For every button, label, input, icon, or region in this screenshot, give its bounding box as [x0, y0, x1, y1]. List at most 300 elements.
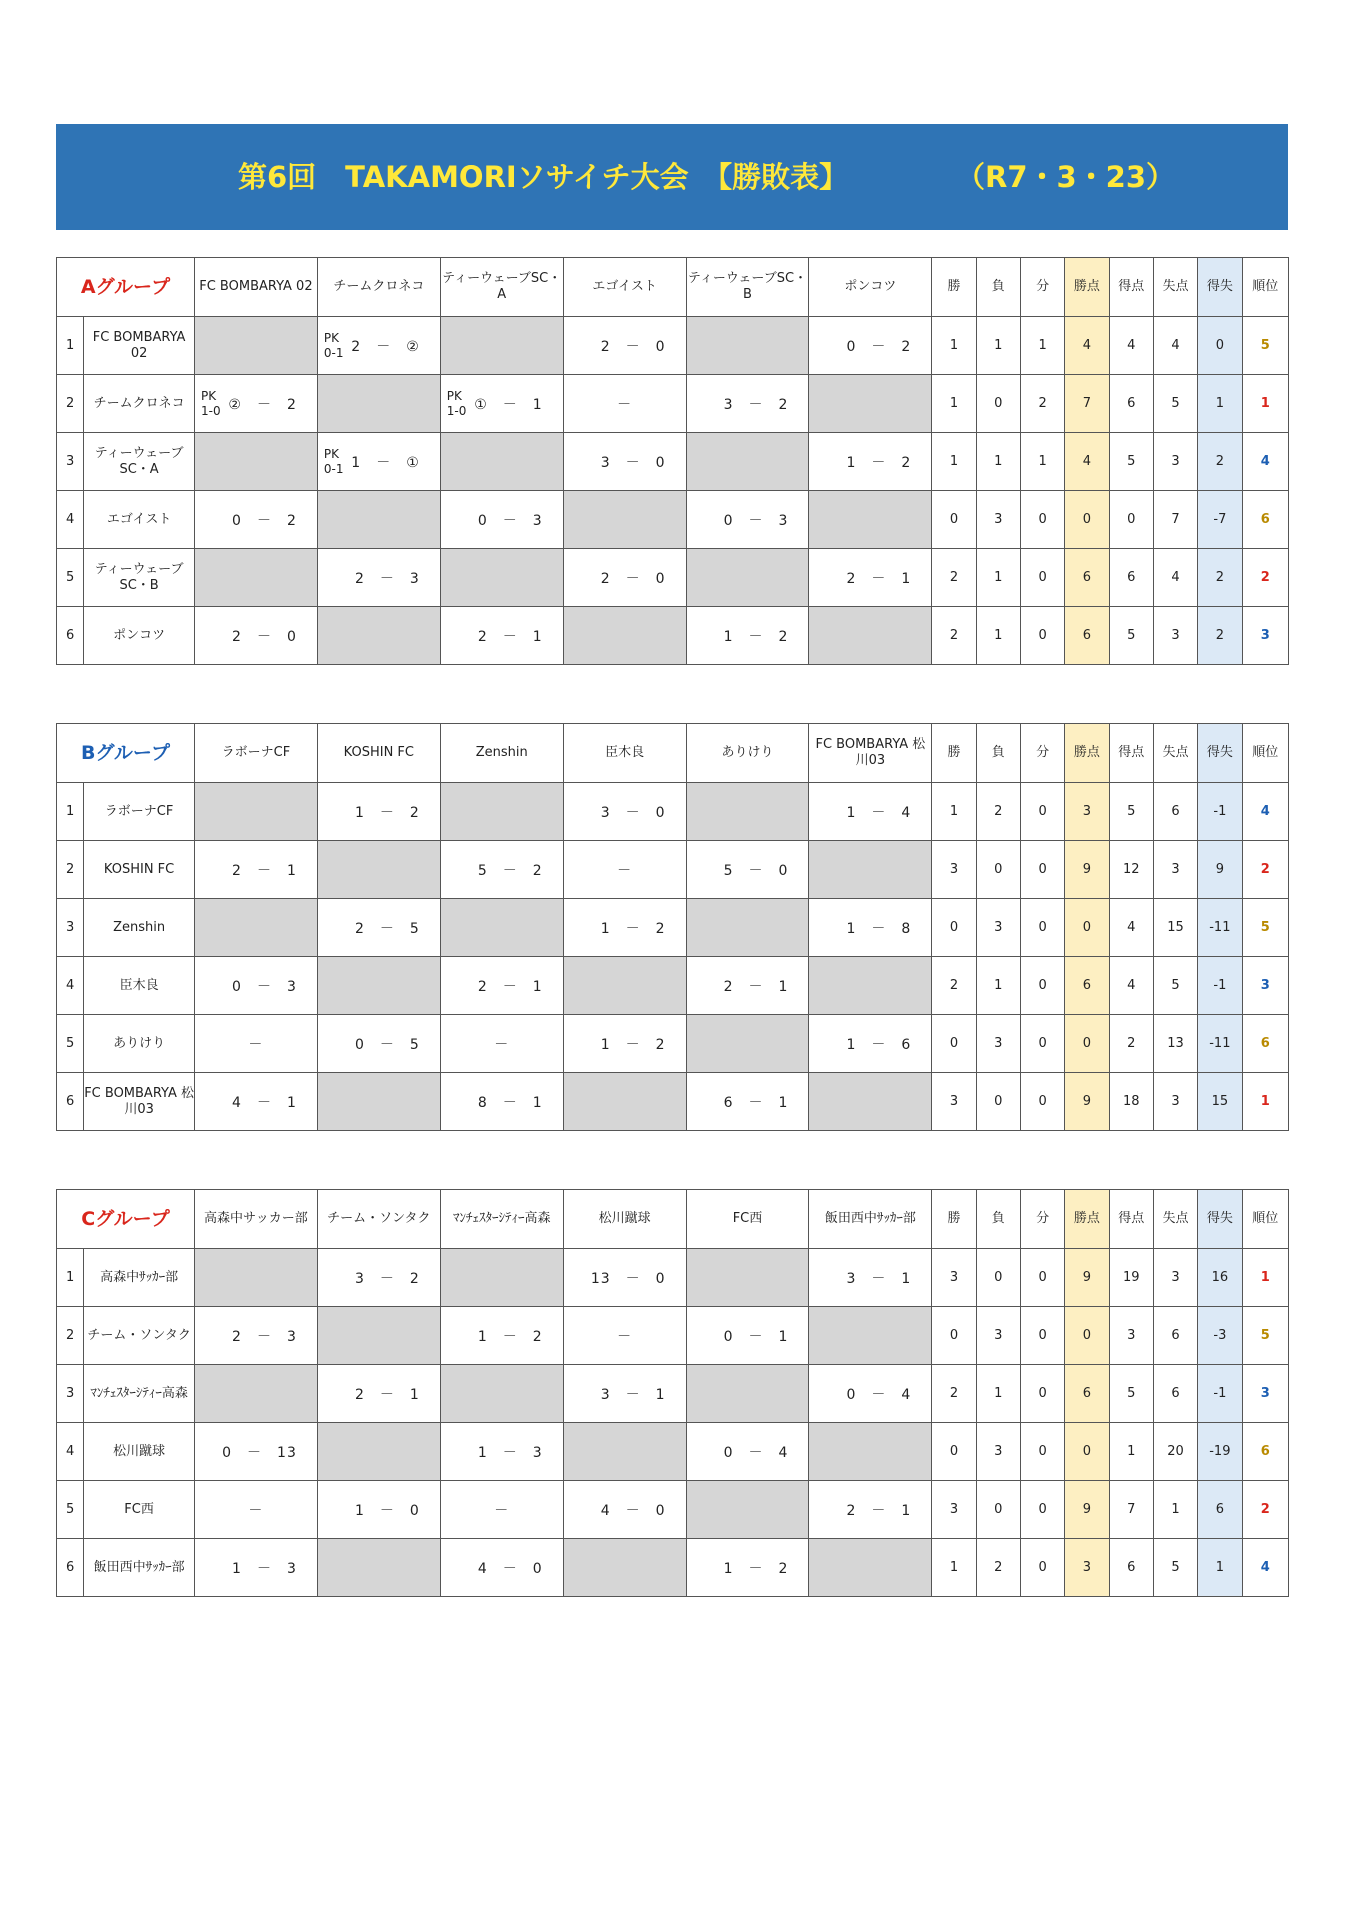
rank-value: 1 — [1242, 1073, 1288, 1131]
score-text: 1 － 2 — [354, 804, 420, 821]
match-result — [563, 1249, 686, 1307]
rank-value: 1 — [1242, 1249, 1288, 1307]
match-result — [809, 1015, 932, 1073]
stat-value: 2 — [932, 1365, 976, 1423]
stat-value: 0 — [1020, 1423, 1064, 1481]
table-row — [57, 1539, 1289, 1597]
stat-value: 0 — [1065, 899, 1109, 957]
stat-value: 0 — [976, 375, 1020, 433]
empty-cell — [317, 1539, 440, 1597]
score-text: － — [494, 1036, 510, 1053]
stat-value: -3 — [1198, 1307, 1242, 1365]
stat-value: 0 — [1020, 841, 1064, 899]
stat-value: 0 — [1020, 1365, 1064, 1423]
team-name: 高森中ｻｯｶｰ部 — [84, 1249, 195, 1307]
stat-value: 6 — [1153, 1365, 1197, 1423]
stat-value: 3 — [1153, 607, 1197, 665]
score-text: 3 － 2 — [723, 396, 789, 413]
empty-cell — [317, 841, 440, 899]
stat-value: 2 — [932, 957, 976, 1015]
match-result — [194, 1539, 317, 1597]
empty-cell — [809, 1539, 932, 1597]
rank-value: 5 — [1242, 899, 1288, 957]
score-text: 3 － 0 — [600, 804, 666, 821]
empty-cell — [440, 433, 563, 491]
stat-value: 4 — [1109, 899, 1153, 957]
rank-value: 4 — [1242, 1539, 1288, 1597]
table-row — [57, 1481, 1289, 1539]
opponent-header: FC BOMBARYA 02 — [194, 258, 317, 317]
match-result — [317, 783, 440, 841]
stat-value: 4 — [1065, 433, 1109, 491]
rank-value: 2 — [1242, 841, 1288, 899]
stat-value: 3 — [932, 1249, 976, 1307]
opponent-header: FC西 — [686, 1190, 809, 1249]
stat-value: 4 — [1153, 549, 1197, 607]
row-number: 6 — [57, 1539, 84, 1597]
empty-cell — [809, 1073, 932, 1131]
stat-header: 失点 — [1153, 1190, 1197, 1249]
stat-value: 0 — [1065, 491, 1109, 549]
rank-value: 4 — [1242, 433, 1288, 491]
stat-value: 20 — [1153, 1423, 1197, 1481]
table-row — [57, 433, 1289, 491]
score-text: 1 － 8 — [846, 920, 912, 937]
score-text: 0 － 2 — [232, 512, 297, 529]
match-result — [194, 841, 317, 899]
stat-value: 1 — [976, 1365, 1020, 1423]
table-row — [57, 317, 1289, 375]
score-text: 1 － 2 — [477, 1328, 543, 1345]
rank-value: 2 — [1242, 549, 1288, 607]
score-text: 3 － 0 — [600, 454, 666, 471]
stat-header: 得点 — [1109, 258, 1153, 317]
stat-value: 3 — [1065, 783, 1109, 841]
score-text: 2 － 1 — [477, 978, 543, 995]
table-row — [57, 549, 1289, 607]
match-result — [317, 317, 440, 375]
stat-value: 0 — [932, 1015, 976, 1073]
stat-value: 3 — [1109, 1307, 1153, 1365]
stat-value: 0 — [1020, 1015, 1064, 1073]
team-name: FC BOMBARYA 02 — [84, 317, 195, 375]
match-result — [563, 1015, 686, 1073]
pk-result: PK 1-0 — [446, 388, 467, 418]
match-result — [563, 317, 686, 375]
team-name: 松川蹴球 — [84, 1423, 195, 1481]
match-result — [686, 491, 809, 549]
stat-header: 分 — [1020, 724, 1064, 783]
stat-value: 6 — [1065, 607, 1109, 665]
match-result — [563, 841, 686, 899]
row-number: 3 — [57, 1365, 84, 1423]
stat-value: 1 — [976, 549, 1020, 607]
stat-header: 分 — [1020, 258, 1064, 317]
match-result — [440, 375, 563, 433]
stat-value: 16 — [1198, 1249, 1242, 1307]
opponent-header: チーム・ソンタク — [317, 1190, 440, 1249]
stat-value: 4 — [1065, 317, 1109, 375]
score-text: － — [617, 1328, 633, 1345]
stat-value: 1 — [932, 433, 976, 491]
score-text: 1 － 6 — [846, 1036, 912, 1053]
stat-header: 勝 — [932, 258, 976, 317]
empty-cell — [686, 783, 809, 841]
table-row — [57, 957, 1289, 1015]
stat-value: 0 — [1065, 1015, 1109, 1073]
score-text: 2 － 1 — [723, 978, 789, 995]
match-result — [563, 549, 686, 607]
title-banner — [56, 124, 1288, 230]
stat-header: 得失 — [1198, 1190, 1242, 1249]
stat-header: 勝点 — [1065, 724, 1109, 783]
stat-value: 6 — [1065, 549, 1109, 607]
match-result — [194, 1073, 317, 1131]
empty-cell — [317, 491, 440, 549]
opponent-header: チームクロネコ — [317, 258, 440, 317]
stat-value: 3 — [976, 899, 1020, 957]
empty-cell — [809, 607, 932, 665]
stat-value: 3 — [1153, 841, 1197, 899]
team-name: KOSHIN FC — [84, 841, 195, 899]
table-row — [57, 607, 1289, 665]
stat-value: 0 — [976, 1481, 1020, 1539]
table-row — [57, 841, 1289, 899]
rank-value: 6 — [1242, 1015, 1288, 1073]
stat-header: 得点 — [1109, 724, 1153, 783]
rank-value: 1 — [1242, 375, 1288, 433]
stat-value: 9 — [1065, 1249, 1109, 1307]
score-text: 1 － 4 — [846, 804, 912, 821]
stat-header: 得失 — [1198, 258, 1242, 317]
match-result — [440, 1015, 563, 1073]
match-result — [809, 1249, 932, 1307]
stat-value: 0 — [932, 1423, 976, 1481]
stat-value: 7 — [1109, 1481, 1153, 1539]
team-name: ありけり — [84, 1015, 195, 1073]
score-text: 3 － 2 — [354, 1270, 420, 1287]
stat-value: 0 — [976, 841, 1020, 899]
empty-cell — [686, 549, 809, 607]
score-text: 2 － 1 — [846, 1502, 912, 1519]
stat-value: 15 — [1153, 899, 1197, 957]
row-number: 6 — [57, 607, 84, 665]
score-text: 1 － 3 — [477, 1444, 543, 1461]
match-result — [440, 607, 563, 665]
match-result — [440, 841, 563, 899]
row-number: 3 — [57, 899, 84, 957]
empty-cell — [194, 1365, 317, 1423]
stat-value: 0 — [1020, 783, 1064, 841]
empty-cell — [809, 1423, 932, 1481]
stat-value: 3 — [932, 1481, 976, 1539]
rank-value: 3 — [1242, 957, 1288, 1015]
score-text: 2 － 3 — [354, 570, 420, 587]
row-number: 1 — [57, 783, 84, 841]
match-result — [317, 1481, 440, 1539]
match-result — [809, 1481, 932, 1539]
match-result — [440, 1539, 563, 1597]
opponent-header: ありけり — [686, 724, 809, 783]
stat-value: 1 — [1020, 317, 1064, 375]
stat-header: 負 — [976, 1190, 1020, 1249]
stat-value: 0 — [1020, 957, 1064, 1015]
match-result — [563, 433, 686, 491]
empty-cell — [686, 1249, 809, 1307]
match-result — [809, 899, 932, 957]
stat-value: 6 — [1109, 1539, 1153, 1597]
header-row — [57, 258, 1289, 317]
opponent-header: ティーウェーブSC・B — [686, 258, 809, 317]
empty-cell — [440, 899, 563, 957]
stat-value: -1 — [1198, 1365, 1242, 1423]
score-text: 3 － 1 — [846, 1270, 912, 1287]
score-text: 2 － 1 — [477, 628, 543, 645]
score-text: 0 － 1 — [723, 1328, 789, 1345]
stat-value: 3 — [1153, 433, 1197, 491]
score-text: 1 － 2 — [600, 920, 666, 937]
score-text: 2 － 0 — [232, 628, 297, 645]
stat-header: 負 — [976, 724, 1020, 783]
score-text: 0 － 4 — [723, 1444, 789, 1461]
rank-value: 2 — [1242, 1481, 1288, 1539]
stat-value: 0 — [1020, 899, 1064, 957]
match-result — [686, 1307, 809, 1365]
match-result — [194, 1423, 317, 1481]
match-result — [317, 1015, 440, 1073]
score-text: － — [617, 396, 633, 413]
score-text: 0 － 3 — [477, 512, 543, 529]
table-row — [57, 1073, 1289, 1131]
stat-value: 0 — [1198, 317, 1242, 375]
match-result — [194, 607, 317, 665]
stat-value: 1 — [1198, 1539, 1242, 1597]
stat-value: 2 — [932, 549, 976, 607]
match-result — [317, 1365, 440, 1423]
table-row — [57, 899, 1289, 957]
score-text: 5 － 0 — [723, 862, 789, 879]
stat-value: 5 — [1153, 375, 1197, 433]
score-text: 0 － 5 — [354, 1036, 420, 1053]
score-text: 4 － 0 — [477, 1560, 543, 1577]
match-result — [194, 1307, 317, 1365]
match-result — [686, 1073, 809, 1131]
empty-cell — [686, 1481, 809, 1539]
empty-cell — [317, 1073, 440, 1131]
match-result — [686, 1539, 809, 1597]
opponent-header: ラボーナCF — [194, 724, 317, 783]
stat-value: 1 — [976, 957, 1020, 1015]
score-text: 2 － 0 — [600, 338, 666, 355]
empty-cell — [440, 783, 563, 841]
stat-header: 順位 — [1242, 258, 1288, 317]
stat-value: 1 — [976, 433, 1020, 491]
stat-value: 0 — [932, 899, 976, 957]
stat-value: 2 — [1198, 607, 1242, 665]
row-number: 6 — [57, 1073, 84, 1131]
score-text: 1 － ① — [351, 454, 420, 471]
row-number: 4 — [57, 491, 84, 549]
stat-value: 6 — [1153, 1307, 1197, 1365]
stat-value: 15 — [1198, 1073, 1242, 1131]
score-text: － — [494, 1502, 510, 1519]
stat-value: 2 — [1109, 1015, 1153, 1073]
empty-cell — [563, 957, 686, 1015]
stat-value: 0 — [1020, 1073, 1064, 1131]
group-name: Bグループ — [57, 724, 195, 783]
team-name: ラボーナCF — [84, 783, 195, 841]
rank-value: 4 — [1242, 783, 1288, 841]
stat-value: -1 — [1198, 783, 1242, 841]
rank-value: 6 — [1242, 1423, 1288, 1481]
stat-value: 2 — [1020, 375, 1064, 433]
pk-result: PK 1-0 — [200, 388, 221, 418]
header-row — [57, 724, 1289, 783]
team-name: チーム・ソンタク — [84, 1307, 195, 1365]
empty-cell — [194, 549, 317, 607]
row-number: 5 — [57, 549, 84, 607]
score-text: 1 － 2 — [723, 628, 789, 645]
stat-value: 3 — [932, 1073, 976, 1131]
stat-value: 0 — [1020, 1539, 1064, 1597]
team-name: ポンコツ — [84, 607, 195, 665]
stat-value: -11 — [1198, 1015, 1242, 1073]
score-text: 6 － 1 — [723, 1094, 789, 1111]
empty-cell — [317, 375, 440, 433]
score-text: ② － 2 — [228, 396, 297, 413]
match-result — [809, 783, 932, 841]
match-result — [563, 899, 686, 957]
stat-value: 5 — [1109, 607, 1153, 665]
rank-value: 5 — [1242, 317, 1288, 375]
empty-cell — [194, 783, 317, 841]
match-result — [440, 1307, 563, 1365]
score-text: 4 － 0 — [600, 1502, 666, 1519]
match-result — [809, 1365, 932, 1423]
team-name: FC BOMBARYA 松川03 — [84, 1073, 195, 1131]
stat-value: 1 — [932, 1539, 976, 1597]
table-row — [57, 1423, 1289, 1481]
stat-value: 6 — [1065, 1365, 1109, 1423]
stat-value: 2 — [976, 1539, 1020, 1597]
match-result — [317, 1249, 440, 1307]
match-result — [194, 491, 317, 549]
stat-value: 2 — [932, 607, 976, 665]
score-text: 1 － 3 — [232, 1560, 297, 1577]
table-row — [57, 491, 1289, 549]
stat-value: 6 — [1109, 375, 1153, 433]
row-number: 5 — [57, 1015, 84, 1073]
stat-value: 3 — [1153, 1249, 1197, 1307]
match-result — [317, 899, 440, 957]
stat-value: 9 — [1065, 1073, 1109, 1131]
empty-cell — [440, 317, 563, 375]
match-result — [809, 317, 932, 375]
empty-cell — [563, 491, 686, 549]
stat-value: -11 — [1198, 899, 1242, 957]
stat-value: 2 — [1198, 433, 1242, 491]
empty-cell — [686, 899, 809, 957]
stat-header: 勝点 — [1065, 258, 1109, 317]
row-number: 1 — [57, 1249, 84, 1307]
opponent-header: 飯田西中ｻｯｶｰ部 — [809, 1190, 932, 1249]
team-name: 飯田西中ｻｯｶｰ部 — [84, 1539, 195, 1597]
pk-result: PK 0-1 — [323, 446, 344, 476]
empty-cell — [194, 899, 317, 957]
stat-value: 3 — [932, 841, 976, 899]
opponent-header: 松川蹴球 — [563, 1190, 686, 1249]
stat-value: 5 — [1153, 957, 1197, 1015]
empty-cell — [563, 607, 686, 665]
stat-value: 7 — [1153, 491, 1197, 549]
rank-value: 6 — [1242, 491, 1288, 549]
stat-value: 3 — [976, 1423, 1020, 1481]
row-number: 2 — [57, 1307, 84, 1365]
stat-value: 1 — [976, 317, 1020, 375]
score-text: 1 － 2 — [600, 1036, 666, 1053]
opponent-header: エゴイスト — [563, 258, 686, 317]
stat-value: -7 — [1198, 491, 1242, 549]
score-text: 13 － 0 — [590, 1270, 666, 1287]
rank-value: 3 — [1242, 1365, 1288, 1423]
stat-value: 3 — [1153, 1073, 1197, 1131]
stat-value: 18 — [1109, 1073, 1153, 1131]
pk-result: PK 0-1 — [323, 330, 344, 360]
opponent-header: ﾏﾝﾁｪｽﾀｰｼﾃｨｰ高森 — [440, 1190, 563, 1249]
match-result — [563, 375, 686, 433]
match-result — [686, 1423, 809, 1481]
row-number: 5 — [57, 1481, 84, 1539]
rank-value: 3 — [1242, 607, 1288, 665]
stat-value: 6 — [1109, 549, 1153, 607]
score-text: 0 － 2 — [846, 338, 912, 355]
match-result — [440, 491, 563, 549]
stat-value: 1 — [1153, 1481, 1197, 1539]
table-row — [57, 1015, 1289, 1073]
group-c-table — [56, 1189, 1289, 1597]
team-name: チームクロネコ — [84, 375, 195, 433]
empty-cell — [440, 1365, 563, 1423]
stat-header: 負 — [976, 258, 1020, 317]
score-text: 0 － 3 — [232, 978, 297, 995]
score-text: 2 － 3 — [232, 1328, 297, 1345]
stat-value: 0 — [1065, 1423, 1109, 1481]
stat-header: 得点 — [1109, 1190, 1153, 1249]
stat-value: 1 — [1198, 375, 1242, 433]
empty-cell — [563, 1073, 686, 1131]
team-name: ティーウェーブSC・A — [84, 433, 195, 491]
opponent-header: ティーウェーブSC・A — [440, 258, 563, 317]
empty-cell — [809, 841, 932, 899]
match-result — [686, 375, 809, 433]
stat-header: 順位 — [1242, 1190, 1288, 1249]
empty-cell — [563, 1539, 686, 1597]
stat-value: 5 — [1109, 783, 1153, 841]
stat-value: 0 — [1020, 1481, 1064, 1539]
empty-cell — [317, 957, 440, 1015]
event-date: （R7・3・23） — [956, 160, 1176, 194]
page-title: 第6回 TAKAMORIソサイチ大会 【勝敗表】 — [238, 160, 849, 194]
row-number: 4 — [57, 957, 84, 1015]
empty-cell — [440, 1249, 563, 1307]
stat-value: 5 — [1109, 433, 1153, 491]
score-text: 2 － 1 — [354, 1386, 420, 1403]
stat-value: 0 — [1065, 1307, 1109, 1365]
stat-value: 1 — [932, 317, 976, 375]
stat-value: 0 — [1020, 1249, 1064, 1307]
rank-value: 5 — [1242, 1307, 1288, 1365]
team-name: 臣木良 — [84, 957, 195, 1015]
